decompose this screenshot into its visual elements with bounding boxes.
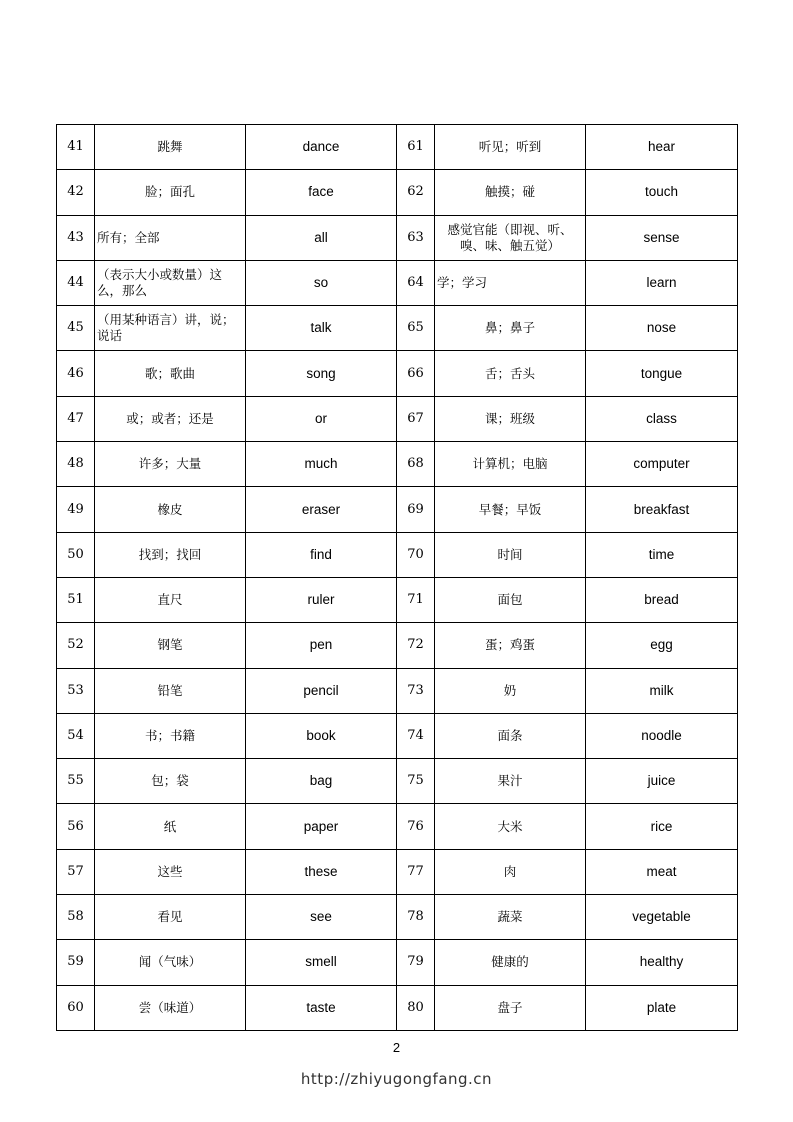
english-word-cell: meat [586, 849, 738, 894]
vocabulary-table [56, 124, 738, 1031]
word-number-cell: 61 [397, 125, 435, 170]
table-row [57, 125, 738, 170]
english-word-cell: healthy [586, 940, 738, 985]
table-row [57, 170, 738, 215]
english-word-cell: or [246, 396, 397, 441]
word-number-cell: 62 [397, 170, 435, 215]
word-number-cell: 46 [57, 351, 95, 396]
chinese-meaning-cell: 听见；听到 [435, 125, 586, 170]
table-row [57, 396, 738, 441]
english-word-cell: song [246, 351, 397, 396]
english-word-cell: much [246, 442, 397, 487]
word-number-cell: 67 [397, 396, 435, 441]
word-number-cell: 45 [57, 306, 95, 351]
chinese-meaning-cell: 看见 [95, 895, 246, 940]
table-row [57, 940, 738, 985]
chinese-meaning-cell: 找到；找回 [95, 532, 246, 577]
table-row [57, 623, 738, 668]
english-word-cell: book [246, 713, 397, 758]
chinese-meaning-cell: 橡皮 [95, 487, 246, 532]
english-word-cell: dance [246, 125, 397, 170]
word-number-cell: 52 [57, 623, 95, 668]
english-word-cell: so [246, 260, 397, 305]
table-row [57, 985, 738, 1030]
word-number-cell: 71 [397, 577, 435, 622]
chinese-meaning-cell: 面条 [435, 713, 586, 758]
chinese-meaning-cell: 跳舞 [95, 125, 246, 170]
chinese-meaning-cell: 包；袋 [95, 759, 246, 804]
english-word-cell: breakfast [586, 487, 738, 532]
word-number-cell: 56 [57, 804, 95, 849]
chinese-meaning-cell: 铅笔 [95, 668, 246, 713]
chinese-meaning-cell: 书；书籍 [95, 713, 246, 758]
word-number-cell: 63 [397, 215, 435, 260]
table-row [57, 532, 738, 577]
chinese-meaning-cell: 尝（味道） [95, 985, 246, 1030]
english-word-cell: learn [586, 260, 738, 305]
word-number-cell: 57 [57, 849, 95, 894]
word-number-cell: 55 [57, 759, 95, 804]
word-number-cell: 74 [397, 713, 435, 758]
word-number-cell: 72 [397, 623, 435, 668]
english-word-cell: tongue [586, 351, 738, 396]
word-number-cell: 60 [57, 985, 95, 1030]
word-number-cell: 41 [57, 125, 95, 170]
english-word-cell: rice [586, 804, 738, 849]
word-number-cell: 66 [397, 351, 435, 396]
english-word-cell: sense [586, 215, 738, 260]
chinese-meaning-cell: 感觉官能（即视、听、嗅、味、触五觉） [435, 215, 586, 260]
table-row [57, 895, 738, 940]
word-number-cell: 73 [397, 668, 435, 713]
word-number-cell: 50 [57, 532, 95, 577]
chinese-meaning-cell: 歌；歌曲 [95, 351, 246, 396]
chinese-meaning-cell: 直尺 [95, 577, 246, 622]
english-word-cell: these [246, 849, 397, 894]
chinese-meaning-cell: 盘子 [435, 985, 586, 1030]
english-word-cell: time [586, 532, 738, 577]
table-row [57, 668, 738, 713]
chinese-meaning-cell: 所有；全部 [95, 215, 246, 260]
english-word-cell: face [246, 170, 397, 215]
english-word-cell: egg [586, 623, 738, 668]
chinese-meaning-cell: 果汁 [435, 759, 586, 804]
word-number-cell: 43 [57, 215, 95, 260]
chinese-meaning-cell: 时间 [435, 532, 586, 577]
chinese-meaning-cell: 奶 [435, 668, 586, 713]
table-row [57, 804, 738, 849]
table-row [57, 713, 738, 758]
chinese-meaning-cell: 这些 [95, 849, 246, 894]
word-number-cell: 54 [57, 713, 95, 758]
english-word-cell: noodle [586, 713, 738, 758]
chinese-meaning-cell: 课；班级 [435, 396, 586, 441]
chinese-meaning-cell: 脸；面孔 [95, 170, 246, 215]
table-row [57, 442, 738, 487]
english-word-cell: ruler [246, 577, 397, 622]
word-number-cell: 80 [397, 985, 435, 1030]
english-word-cell: bag [246, 759, 397, 804]
chinese-meaning-cell: （用某种语言）讲，说；说话 [95, 306, 246, 351]
table-row [57, 759, 738, 804]
english-word-cell: all [246, 215, 397, 260]
chinese-meaning-cell: 触摸；碰 [435, 170, 586, 215]
word-number-cell: 69 [397, 487, 435, 532]
english-word-cell: touch [586, 170, 738, 215]
chinese-meaning-cell: 健康的 [435, 940, 586, 985]
word-number-cell: 77 [397, 849, 435, 894]
table-row [57, 306, 738, 351]
chinese-meaning-cell: 纸 [95, 804, 246, 849]
table-row [57, 351, 738, 396]
word-number-cell: 53 [57, 668, 95, 713]
word-number-cell: 76 [397, 804, 435, 849]
chinese-meaning-cell: 蛋；鸡蛋 [435, 623, 586, 668]
english-word-cell: nose [586, 306, 738, 351]
english-word-cell: pen [246, 623, 397, 668]
english-word-cell: class [586, 396, 738, 441]
vocabulary-table-body [57, 125, 738, 1031]
word-number-cell: 42 [57, 170, 95, 215]
english-word-cell: talk [246, 306, 397, 351]
word-number-cell: 65 [397, 306, 435, 351]
chinese-meaning-cell: 鼻；鼻子 [435, 306, 586, 351]
english-word-cell: pencil [246, 668, 397, 713]
word-number-cell: 59 [57, 940, 95, 985]
english-word-cell: taste [246, 985, 397, 1030]
table-row [57, 260, 738, 305]
chinese-meaning-cell: 面包 [435, 577, 586, 622]
word-number-cell: 51 [57, 577, 95, 622]
word-number-cell: 78 [397, 895, 435, 940]
chinese-meaning-cell: 肉 [435, 849, 586, 894]
chinese-meaning-cell: 蔬菜 [435, 895, 586, 940]
table-row [57, 849, 738, 894]
word-number-cell: 58 [57, 895, 95, 940]
chinese-meaning-cell: 钢笔 [95, 623, 246, 668]
chinese-meaning-cell: 或；或者；还是 [95, 396, 246, 441]
word-number-cell: 68 [397, 442, 435, 487]
chinese-meaning-cell: 许多；大量 [95, 442, 246, 487]
word-number-cell: 75 [397, 759, 435, 804]
chinese-meaning-cell: 闻（气味） [95, 940, 246, 985]
english-word-cell: smell [246, 940, 397, 985]
chinese-meaning-cell: （表示大小或数量）这么，那么 [95, 260, 246, 305]
chinese-meaning-cell: 大米 [435, 804, 586, 849]
english-word-cell: computer [586, 442, 738, 487]
english-word-cell: vegetable [586, 895, 738, 940]
word-number-cell: 64 [397, 260, 435, 305]
chinese-meaning-cell: 早餐；早饭 [435, 487, 586, 532]
chinese-meaning-cell: 学；学习 [435, 260, 586, 305]
table-row [57, 577, 738, 622]
table-row [57, 487, 738, 532]
english-word-cell: plate [586, 985, 738, 1030]
footer-url: http://zhiyugongfang.cn [300, 1070, 493, 1088]
english-word-cell: eraser [246, 487, 397, 532]
page-number: 2 [392, 1040, 401, 1055]
word-number-cell: 48 [57, 442, 95, 487]
english-word-cell: milk [586, 668, 738, 713]
word-number-cell: 49 [57, 487, 95, 532]
chinese-meaning-cell: 舌；舌头 [435, 351, 586, 396]
chinese-meaning-cell: 计算机；电脑 [435, 442, 586, 487]
table-row [57, 215, 738, 260]
english-word-cell: hear [586, 125, 738, 170]
word-number-cell: 44 [57, 260, 95, 305]
english-word-cell: see [246, 895, 397, 940]
english-word-cell: bread [586, 577, 738, 622]
word-number-cell: 70 [397, 532, 435, 577]
english-word-cell: juice [586, 759, 738, 804]
english-word-cell: paper [246, 804, 397, 849]
word-number-cell: 47 [57, 396, 95, 441]
word-number-cell: 79 [397, 940, 435, 985]
english-word-cell: find [246, 532, 397, 577]
